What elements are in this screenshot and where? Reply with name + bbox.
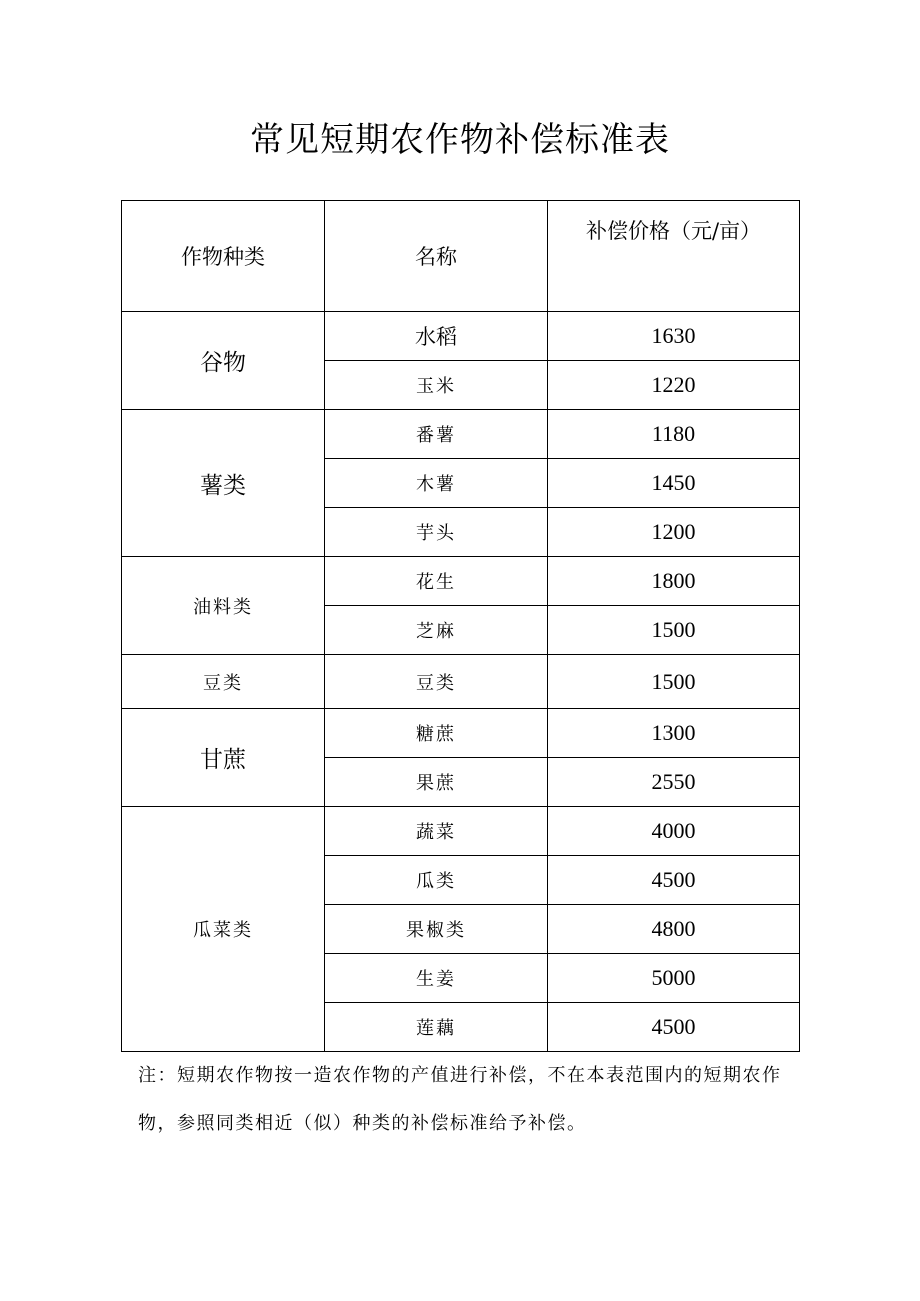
price-cell: 1200 (548, 508, 800, 557)
crop-name-cell: 芋头 (325, 508, 548, 557)
crop-name-cell: 瓜类 (325, 856, 548, 905)
table-header-row (122, 201, 800, 312)
price-cell: 4000 (548, 807, 800, 856)
category-cell: 油料类 (122, 557, 325, 655)
table-row (122, 655, 800, 709)
crop-name-cell: 豆类 (325, 655, 548, 709)
page-title: 常见短期农作物补偿标准表 (250, 120, 670, 160)
crop-name-cell: 果蔗 (325, 758, 548, 807)
price-cell: 5000 (548, 954, 800, 1003)
price-cell: 2550 (548, 758, 800, 807)
price-cell: 1300 (548, 709, 800, 758)
crop-name-cell: 蔬菜 (325, 807, 548, 856)
category-cell: 薯类 (122, 410, 325, 557)
compensation-table (121, 200, 800, 1052)
crop-name-cell: 生姜 (325, 954, 548, 1003)
category-cell: 豆类 (122, 655, 325, 709)
crop-name-cell: 花生 (325, 557, 548, 606)
crop-name-cell: 水稻 (325, 312, 548, 361)
crop-name-cell: 玉米 (325, 361, 548, 410)
category-cell: 甘蔗 (122, 709, 325, 807)
header-name: 名称 (325, 201, 548, 312)
price-cell: 4800 (548, 905, 800, 954)
crop-name-cell: 果椒类 (325, 905, 548, 954)
category-cell: 谷物 (122, 312, 325, 410)
price-cell: 1500 (548, 655, 800, 709)
price-cell: 1450 (548, 459, 800, 508)
crop-name-cell: 芝麻 (325, 606, 548, 655)
price-cell: 4500 (548, 1003, 800, 1052)
table-row (122, 312, 800, 361)
price-cell: 1220 (548, 361, 800, 410)
price-cell: 1500 (548, 606, 800, 655)
crop-name-cell: 糖蔗 (325, 709, 548, 758)
price-cell: 4500 (548, 856, 800, 905)
header-price: 补偿价格（元/亩） (548, 201, 800, 312)
crop-name-cell: 番薯 (325, 410, 548, 459)
table-row (122, 807, 800, 856)
table-row (122, 557, 800, 606)
header-category: 作物种类 (122, 201, 325, 312)
table-row (122, 709, 800, 758)
price-cell: 1180 (548, 410, 800, 459)
crop-name-cell: 木薯 (325, 459, 548, 508)
table-row (122, 410, 800, 459)
price-cell: 1800 (548, 557, 800, 606)
crop-name-cell: 莲藕 (325, 1003, 548, 1052)
category-cell: 瓜菜类 (122, 807, 325, 1052)
footnote: 注：短期农作物按一造农作物的产值进行补偿，不在本表范围内的短期农作物，参照同类相近（似）种类的补偿标准给予补偿。 (138, 1065, 782, 1134)
price-cell: 1630 (548, 312, 800, 361)
